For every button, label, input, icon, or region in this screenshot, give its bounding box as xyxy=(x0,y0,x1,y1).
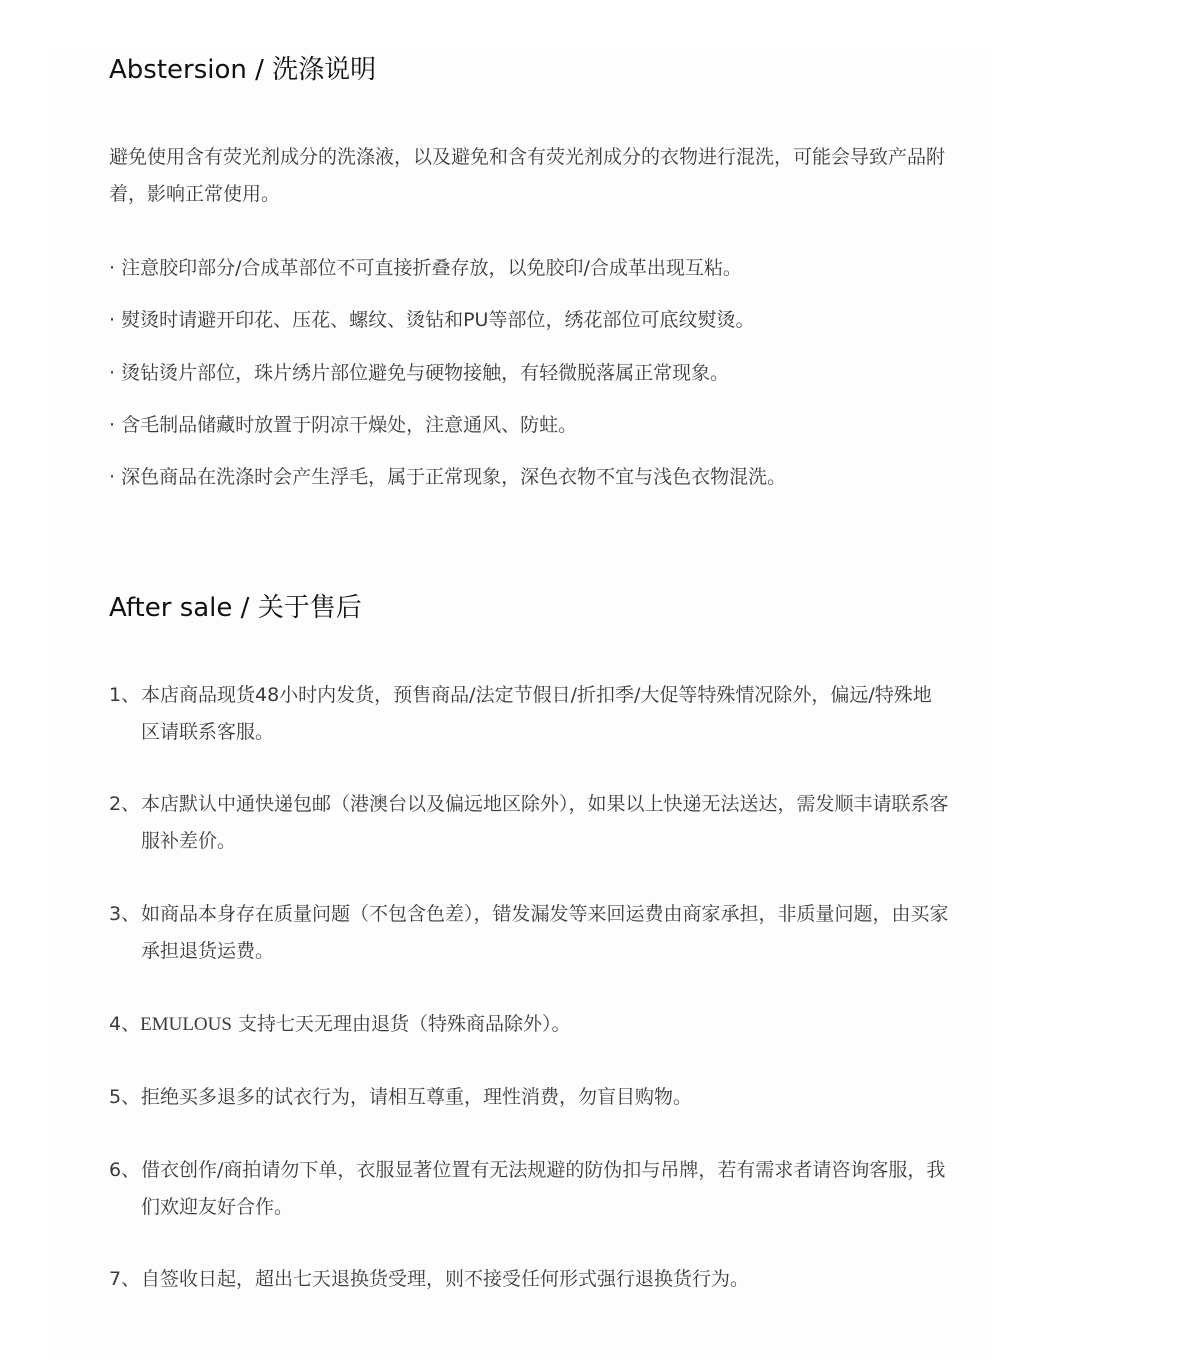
aftersale-item-3 xyxy=(109,896,949,970)
item-text xyxy=(140,1006,949,1043)
abstersion-bullet-5: · 深色商品在洗涤时会产生浮毛，属于正常现象，深色衣物不宜与浅色衣物混洗。 xyxy=(109,466,787,488)
item-number: 4、 xyxy=(109,1013,141,1035)
item-text: 本店默认中通快递包邮（港澳台以及偏远地区除外），如果以上快递无法送达，需发顺丰请联系客服补差价。 xyxy=(141,793,949,852)
aftersale-item-1 xyxy=(109,677,949,751)
brand-name: EMULOUS xyxy=(140,1014,232,1035)
aftersale-item-5 xyxy=(109,1079,949,1116)
aftersale-item-7 xyxy=(109,1261,949,1298)
item-text: 拒绝买多退多的试衣行为，请相互尊重，理性消费，勿盲目购物。 xyxy=(141,1086,693,1108)
item-text-rest: 支持七天无理由退货（特殊商品除外）。 xyxy=(231,1013,571,1035)
item-number: 2、 xyxy=(109,793,141,815)
item-number: 5、 xyxy=(109,1086,141,1108)
item-number: 6、 xyxy=(109,1159,141,1181)
abstersion-title: Abstersion / 洗涤说明 xyxy=(109,55,377,85)
aftersale-item-2 xyxy=(109,786,949,860)
item-text: 如商品本身存在质量问题（不包含色差），错发漏发等来回运费由商家承担，非质量问题，由买家承担退货运费。 xyxy=(141,903,949,962)
abstersion-bullet-1: · 注意胶印部分/合成革部位不可直接折叠存放，以免胶印/合成革出现互粘。 xyxy=(109,257,742,279)
item-text: 自签收日起，超出七天退换货受理，则不接受任何形式强行退换货行为。 xyxy=(141,1268,750,1290)
aftersale-item-4 xyxy=(109,1006,949,1043)
abstersion-bullet-4: · 含毛制品储藏时放置于阴凉干燥处，注意通风、防蛀。 xyxy=(109,414,578,436)
item-number: 7、 xyxy=(109,1268,141,1290)
abstersion-bullet-3: · 烫钻烫片部位，珠片绣片部位避免与硬物接触，有轻微脱落属正常现象。 xyxy=(109,362,730,384)
item-number: 1、 xyxy=(109,684,141,706)
abstersion-bullet-2: · 熨烫时请避开印花、压花、螺纹、烫钻和PU等部位，绣花部位可底纹熨烫。 xyxy=(109,309,755,331)
item-number: 3、 xyxy=(109,903,141,925)
aftersale-item-6 xyxy=(109,1152,949,1226)
aftersale-title: After sale / 关于售后 xyxy=(109,593,362,623)
item-text: 本店商品现货48小时内发货，预售商品/法定节假日/折扣季/大促等特殊情况除外，偏远/特殊地区请联系客服。 xyxy=(141,684,932,743)
item-text: 借衣创作/商拍请勿下单，衣服显著位置有无法规避的防伪扣与吊牌，若有需求者请咨询客服，我们欢迎友好合作。 xyxy=(141,1159,946,1218)
abstersion-intro: 避免使用含有荧光剂成分的洗涤液，以及避免和含有荧光剂成分的衣物进行混洗，可能会导致产品附着，影响正常使用。 xyxy=(109,146,946,205)
